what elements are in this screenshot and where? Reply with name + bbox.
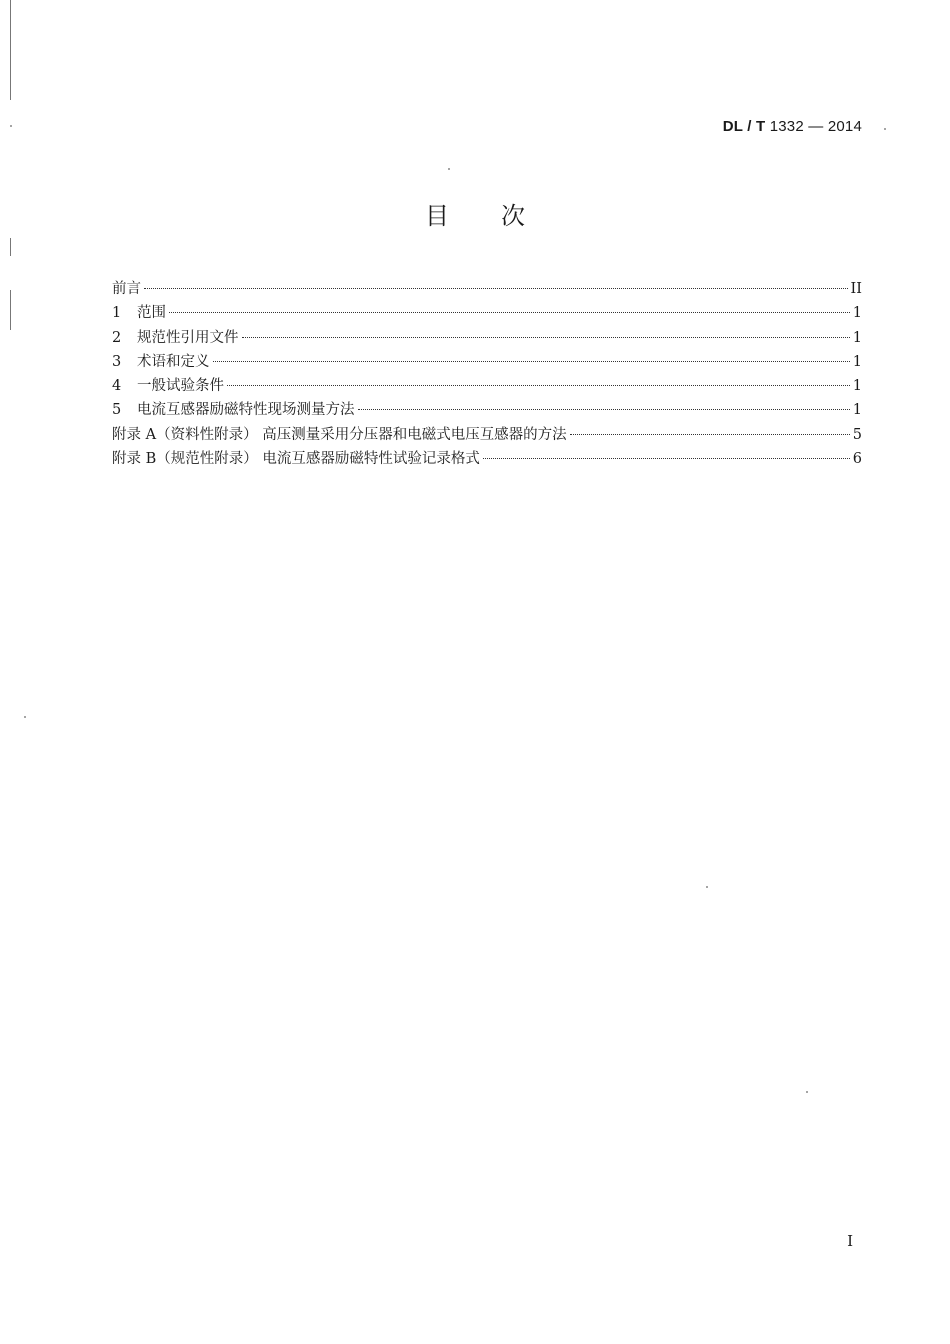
toc-entry-text: 前言 bbox=[112, 281, 141, 297]
toc-entry-text: 术语和定义 bbox=[137, 353, 210, 370]
toc-entry-text: 范围 bbox=[137, 305, 166, 322]
toc-entry-measurement-method[interactable] bbox=[112, 398, 862, 422]
toc-page-number: 1 bbox=[852, 353, 862, 370]
toc-entry-appendix-b[interactable] bbox=[112, 447, 862, 471]
scan-speck bbox=[10, 125, 12, 127]
toc-page-number: 1 bbox=[852, 329, 862, 346]
scan-edge-mark bbox=[10, 238, 11, 256]
page-folio: I bbox=[847, 1232, 853, 1250]
scan-speck bbox=[448, 168, 450, 170]
toc-leader-dots bbox=[144, 288, 848, 289]
toc-entry-number: 1 bbox=[112, 305, 122, 322]
toc-page-number: 1 bbox=[852, 305, 862, 322]
toc-leader-dots bbox=[227, 385, 850, 386]
toc-page-number: 1 bbox=[852, 402, 862, 419]
toc-entry-text: 附录 A（资料性附录） 高压测量采用分压器和电磁式电压互感器的方法 bbox=[112, 426, 567, 443]
document-code-number: 1332 — 2014 bbox=[765, 118, 862, 135]
toc-entry-text: 一般试验条件 bbox=[137, 378, 224, 395]
toc-entry-normative-references[interactable] bbox=[112, 326, 862, 350]
toc-page-number: 5 bbox=[852, 426, 862, 443]
toc-entry-number: 5 bbox=[112, 402, 122, 419]
scan-speck bbox=[24, 716, 26, 718]
toc-page-number: II bbox=[850, 281, 862, 297]
toc-entry-terms-definitions[interactable] bbox=[112, 350, 862, 374]
toc-entry-text: 附录 B（规范性附录） 电流互感器励磁特性试验记录格式 bbox=[112, 451, 480, 468]
toc-title: 目次 bbox=[425, 202, 577, 230]
toc-entry-scope[interactable] bbox=[112, 301, 862, 325]
toc-page-number: 1 bbox=[852, 378, 862, 395]
document-code-prefix: DL / T bbox=[722, 118, 766, 135]
scan-edge-mark bbox=[10, 0, 11, 100]
toc-page-number: 6 bbox=[852, 451, 862, 468]
toc-leader-dots bbox=[570, 434, 850, 435]
table-of-contents bbox=[112, 277, 862, 471]
toc-entry-test-conditions[interactable] bbox=[112, 374, 862, 398]
toc-leader-dots bbox=[213, 361, 850, 362]
toc-entry-preface[interactable] bbox=[112, 277, 862, 301]
document-code bbox=[723, 118, 862, 135]
toc-entry-number: 3 bbox=[112, 353, 122, 370]
scan-edge-mark bbox=[10, 290, 11, 330]
toc-leader-dots bbox=[483, 458, 850, 459]
toc-entry-number: 4 bbox=[112, 378, 122, 395]
scan-speck bbox=[706, 886, 708, 888]
scan-speck bbox=[884, 128, 886, 130]
scan-speck bbox=[806, 1091, 808, 1093]
toc-entry-appendix-a[interactable] bbox=[112, 423, 862, 447]
toc-entry-text: 规范性引用文件 bbox=[137, 329, 239, 346]
toc-entry-text: 电流互感器励磁特性现场测量方法 bbox=[137, 402, 355, 419]
toc-leader-dots bbox=[358, 409, 850, 410]
toc-leader-dots bbox=[169, 312, 850, 313]
toc-entry-number: 2 bbox=[112, 329, 122, 346]
toc-leader-dots bbox=[242, 337, 850, 338]
